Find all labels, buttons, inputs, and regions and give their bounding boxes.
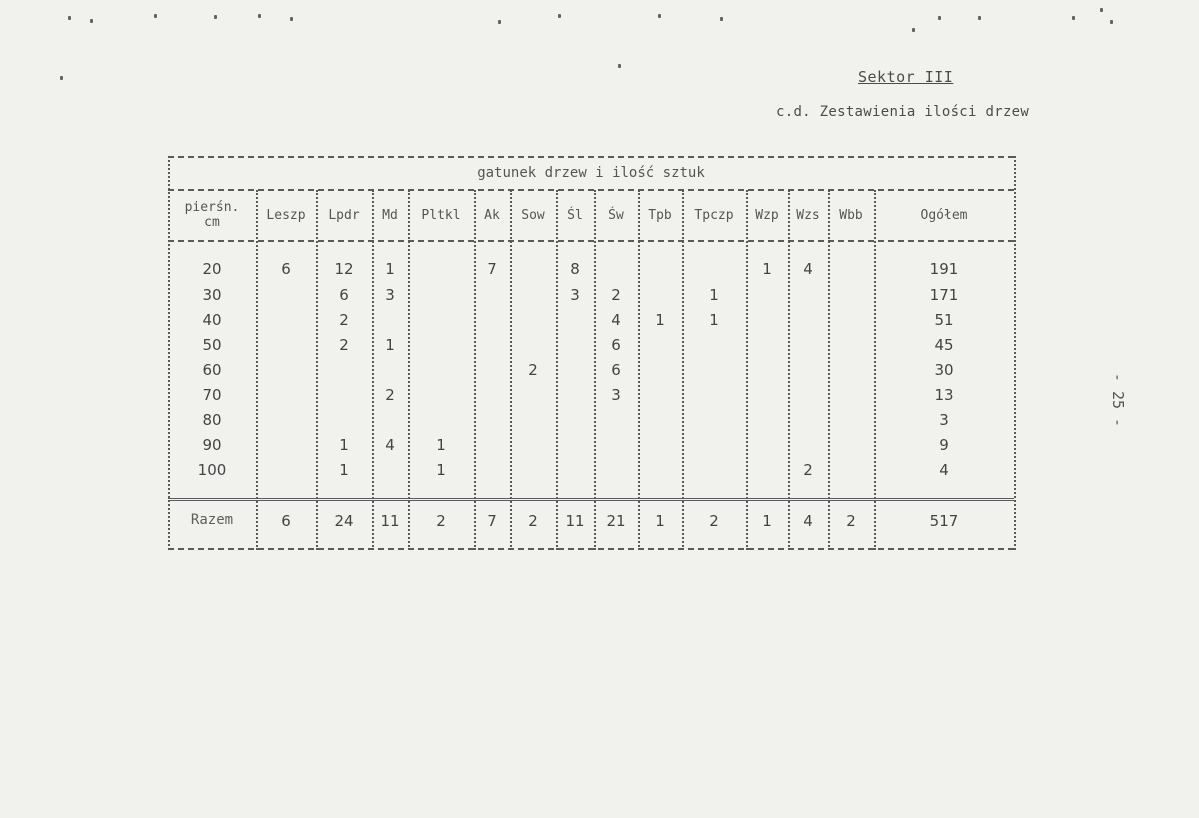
row-total: 171 xyxy=(929,286,959,304)
column-header-species: Leszp xyxy=(266,208,306,223)
table-cell: 1 xyxy=(436,461,446,479)
table-cell: 12 xyxy=(334,260,354,278)
table-column-rule xyxy=(746,190,748,550)
table-column-rule xyxy=(828,190,830,550)
table-cell: 6 xyxy=(611,361,621,379)
table-column-rule xyxy=(474,190,476,550)
sum-row-label: Razem xyxy=(190,512,234,528)
table-caption: gatunek drzew i ilość sztuk xyxy=(477,165,705,181)
sum-cell: 21 xyxy=(606,512,626,530)
page-subtitle: c.d. Zestawienia ilości drzew xyxy=(776,104,1030,120)
row-total: 13 xyxy=(934,386,954,404)
table-cell: 2 xyxy=(339,336,349,354)
table-cell: 4 xyxy=(803,260,813,278)
table-cell: 2 xyxy=(385,386,395,404)
page-title: Sektor III xyxy=(858,68,954,86)
table-column-rule xyxy=(682,190,684,550)
table-cell: 6 xyxy=(281,260,291,278)
table-column-rule xyxy=(638,190,640,550)
table-cell: 8 xyxy=(570,260,580,278)
column-header-species: Wzp xyxy=(755,208,779,223)
column-header-species: Lpdr xyxy=(328,208,360,223)
column-header-species: Sow xyxy=(521,208,545,223)
page-number-text: - 25 - xyxy=(1109,372,1127,428)
column-header-species: Śl xyxy=(567,208,583,223)
row-total: 45 xyxy=(934,336,954,354)
column-header-diameter-line: pierśn. xyxy=(184,200,240,215)
column-header-species: Wzs xyxy=(796,208,820,223)
tree-count-table xyxy=(168,156,1014,550)
sum-cell: 2 xyxy=(709,512,719,530)
row-diameter: 30 xyxy=(202,286,222,304)
sum-cell: 24 xyxy=(334,512,354,530)
table-cell: 6 xyxy=(339,286,349,304)
row-total: 191 xyxy=(929,260,959,278)
table-cell: 1 xyxy=(339,436,349,454)
column-header-species: Tpczp xyxy=(694,208,734,223)
table-cell: 1 xyxy=(709,311,719,329)
table-cell: 6 xyxy=(611,336,621,354)
table-rule-bottom xyxy=(168,548,1014,550)
row-diameter: 40 xyxy=(202,311,222,329)
sum-cell: 11 xyxy=(380,512,400,530)
table-cell: 3 xyxy=(611,386,621,404)
sum-cell: 1 xyxy=(655,512,665,530)
column-header-species: Ak xyxy=(484,208,500,223)
sum-cell: 1 xyxy=(762,512,772,530)
table-cell: 7 xyxy=(487,260,497,278)
table-column-rule xyxy=(1014,156,1016,550)
row-diameter: 70 xyxy=(202,386,222,404)
row-diameter: 20 xyxy=(202,260,222,278)
table-cell: 1 xyxy=(339,461,349,479)
column-header-species: Pltkl xyxy=(421,208,461,223)
column-header-diameter-line: cm xyxy=(204,215,220,230)
row-diameter: 90 xyxy=(202,436,222,454)
table-cell: 2 xyxy=(339,311,349,329)
sum-total: 517 xyxy=(929,512,959,530)
sum-cell: 7 xyxy=(487,512,497,530)
table-column-rule xyxy=(788,190,790,550)
table-cell: 2 xyxy=(611,286,621,304)
table-cell: 4 xyxy=(611,311,621,329)
table-cell: 1 xyxy=(709,286,719,304)
row-diameter: 50 xyxy=(202,336,222,354)
column-header-species: Wbb xyxy=(839,208,863,223)
table-cell: 2 xyxy=(528,361,538,379)
table-column-rule xyxy=(316,190,318,550)
table-column-rule xyxy=(256,190,258,550)
sum-cell: 11 xyxy=(565,512,585,530)
sum-cell: 2 xyxy=(528,512,538,530)
table-column-rule xyxy=(556,190,558,550)
table-cell: 3 xyxy=(385,286,395,304)
sum-cell: 2 xyxy=(436,512,446,530)
table-rule-top xyxy=(168,156,1014,158)
table-rule-sum xyxy=(168,498,1014,501)
row-diameter: 60 xyxy=(202,361,222,379)
row-total: 30 xyxy=(934,361,954,379)
column-header-total: Ogółem xyxy=(920,208,968,223)
sum-cell: 6 xyxy=(281,512,291,530)
column-header-diameter xyxy=(168,200,256,230)
table-cell: 1 xyxy=(762,260,772,278)
column-header-species: Św xyxy=(608,208,624,223)
row-total: 9 xyxy=(939,436,949,454)
table-cell: 1 xyxy=(385,260,395,278)
row-total: 4 xyxy=(939,461,949,479)
row-total: 51 xyxy=(934,311,954,329)
table-column-rule xyxy=(408,190,410,550)
page-number xyxy=(1098,355,1138,445)
table-rule-caption xyxy=(168,189,1014,191)
row-diameter: 100 xyxy=(197,461,227,479)
sum-cell: 2 xyxy=(846,512,856,530)
table-rule-header xyxy=(168,240,1014,242)
table-column-rule xyxy=(372,190,374,550)
column-header-species: Tpb xyxy=(648,208,672,223)
table-cell: 4 xyxy=(385,436,395,454)
table-cell: 1 xyxy=(385,336,395,354)
sum-cell: 4 xyxy=(803,512,813,530)
table-cell: 3 xyxy=(570,286,580,304)
table-cell: 2 xyxy=(803,461,813,479)
row-total: 3 xyxy=(939,411,949,429)
row-diameter: 80 xyxy=(202,411,222,429)
table-cell: 1 xyxy=(436,436,446,454)
table-cell: 1 xyxy=(655,311,665,329)
column-header-species: Md xyxy=(382,208,398,223)
